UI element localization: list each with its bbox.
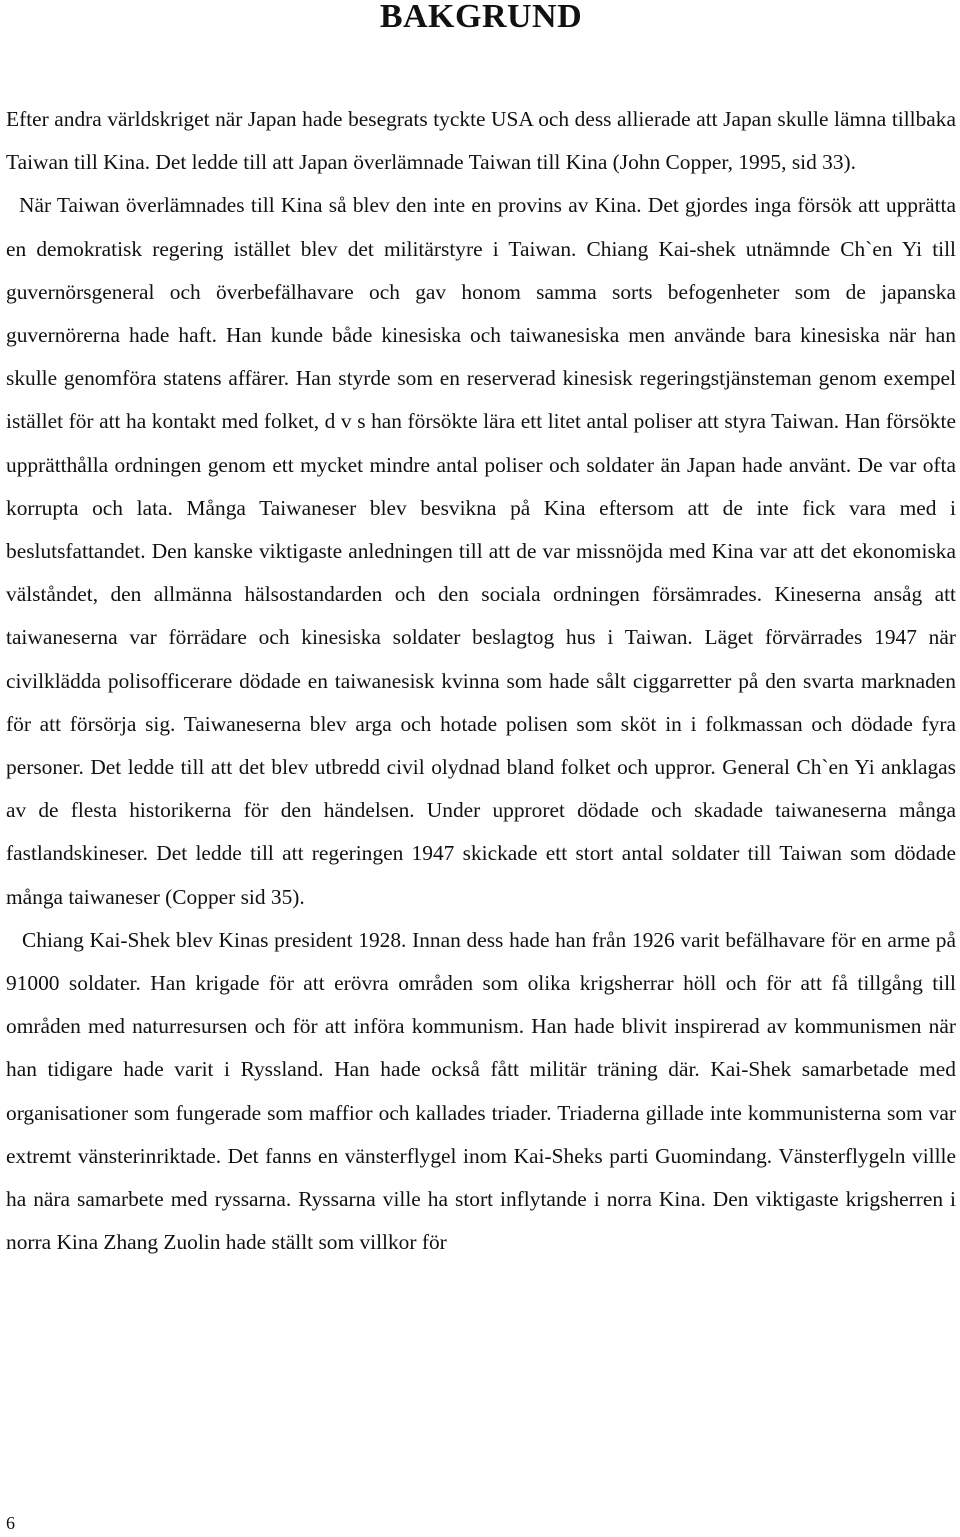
paragraph-3: Chiang Kai-Shek blev Kinas president 1928. Innan dess hade han från 1926 varit befälhavare för en arme på 91000 soldater. Han krigade för att erövra områden som olika krigsherrar höll och för att få tillgång till områden med naturresursen och för att införa kommunism. Han hade blivit inspirerad av kommunismen när han tidigare hade varit i Ryssland. Han hade också fått militär träning där. Kai-Shek samarbetade med organisationer som fungerade som maffior och kallades triader. Triaderna gillade inte kommunisterna som var extremt vänsterinriktade. Det fanns en vänsterflygel inom Kai-Sheks parti Guomindang. Vänsterflygeln villle ha nära samarbete med ryssarna. Ryssarna ville ha stort inflytande i norra Kina. Den viktigaste krigsherren i norra Kina Zhang Zuolin hade ställt som villkor för [6, 927, 956, 1255]
paragraph-1: Efter andra världskriget när Japan hade besegrats tyckte USA och dess allierade att Japan skulle lämna tillbaka Taiwan till Kina. Det ledde till att Japan överlämnade Taiwan till Kina (John Copper, 1995, sid 33). [6, 107, 956, 175]
document-body [6, 98, 956, 1264]
page-title: BAKGRUND [379, 0, 583, 35]
page-number: 6 [6, 1513, 15, 1533]
document-page [6, 0, 956, 1255]
paragraph-2: När Taiwan överlämnades till Kina så blev den inte en provins av Kina. Det gjordes inga försök att upprätta en demokratisk regering istället blev det militärstyre i Taiwan. Chiang Kai-shek utnämnde Ch`en Yi till guvernörsgeneral och överbefälhavare och gav honom samma sorts befogenheter som de japanska guvernörerna hade haft. Han kunde både kinesiska och taiwanesiska men använde bara kinesiska när han skulle genomföra statens affärer. Han styrde som en reserverad kinesisk regeringstjänsteman genom exempel istället för att ha kontakt med folket, d v s han försökte lära ett litet antal poliser att styra Taiwan. Han försökte upprätthålla ordningen genom ett mycket mindre antal poliser och soldater än Japan hade använt. De var ofta korrupta och lata. Många Taiwaneser blev besvikna på Kina eftersom att de inte fick vara med i beslutsfattandet. Den kanske viktigaste anledningen till att de var missnöjda med Kina var att det ekonomiska välståndet, den allmänna hälsostandarden och den sociala ordningen försämrades. Kineserna ansåg att taiwaneserna var förrädare och kinesiska soldater beslagtog hus i Taiwan. Läget förvärrades 1947 när civilklädda polisofficerare dödade en taiwanesisk kvinna som hade sålt ciggarretter på den svarta marknaden för att försörja sig. Taiwaneserna blev arga och hotade polisen som sköt in i folkmassan och dödade fyra personer. Det ledde till att det blev utbredd civil olydnad bland folket och uppror. General Ch`en Yi anklagas av de flesta historikerna för den händelsen. Under upproret dödade och skadade taiwaneserna många fastlandskineser. Det ledde till att regeringen 1947 skickade ett stort antal soldater till Taiwan som dödade många taiwaneser (Copper sid 35). [6, 193, 956, 909]
